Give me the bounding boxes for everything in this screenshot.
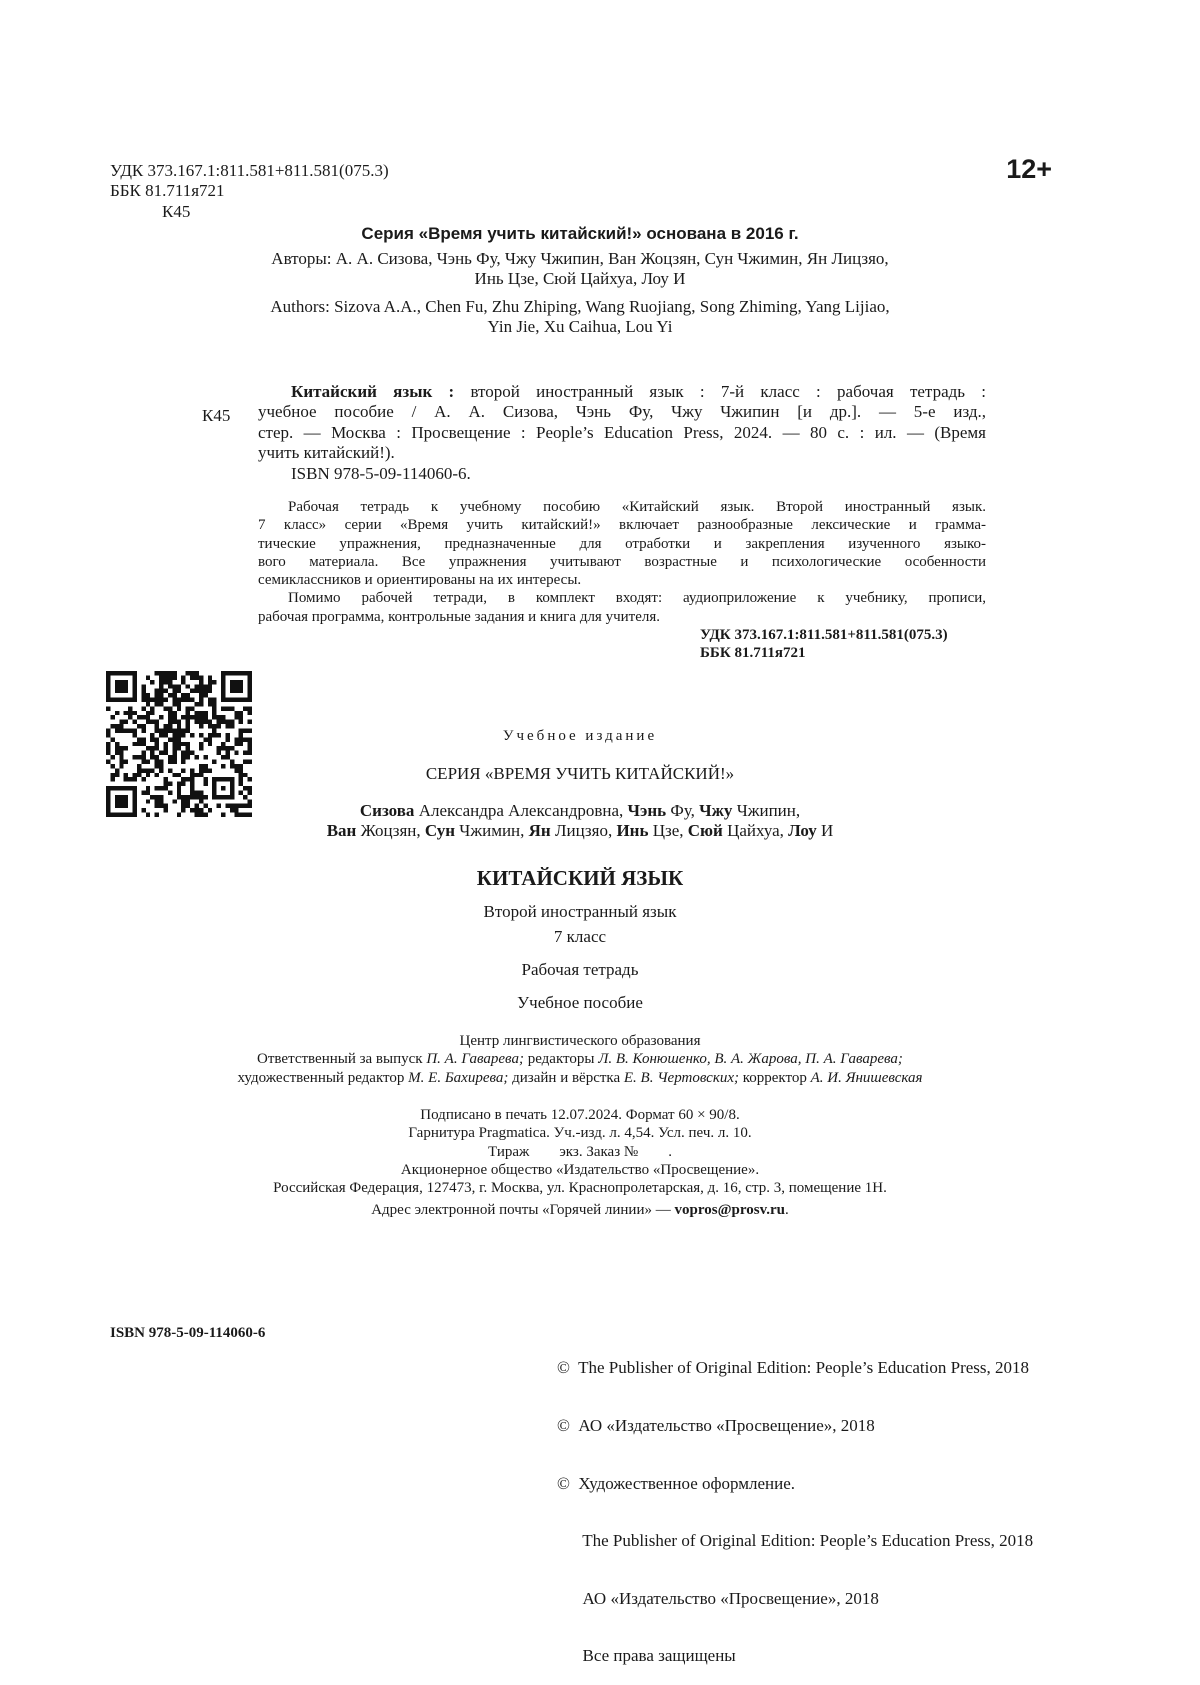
author-surname: Чжу: [699, 801, 733, 820]
annotation-line-4: вого материала. Все упражнения учитывают возрастные и психологические особенности: [258, 553, 986, 570]
biblio-side-code: К45: [202, 406, 231, 425]
credits-person: Е. В. Чертовских;: [623, 1069, 739, 1086]
print-address: Российская Федерация, 127473, г. Москва, ул. Краснопролетарская, д. 16, стр. 3, помещение 1Н.: [273, 1180, 887, 1197]
authors-full-line-1: [230, 801, 930, 821]
print-run: Тираж экз. Заказ № .: [488, 1143, 672, 1160]
author-name: И: [816, 821, 834, 841]
subtitle-language: Второй иностранный язык: [483, 902, 677, 921]
author-name: Цайхуа,: [722, 821, 789, 841]
authors-ru: [195, 249, 965, 290]
credits-person: П. А. Гаварева;: [426, 1051, 524, 1068]
author-name: Чжимин,: [455, 821, 529, 841]
udk-top: УДК 373.167.1:811.581+811.581(075.3): [110, 161, 389, 180]
qr-code-icon: [106, 671, 252, 817]
annotation-bbk: ББК 81.711я721: [700, 645, 806, 662]
credits-person: М. Е. Бахирева;: [408, 1069, 509, 1086]
credits-person: А. И. Янишевская: [810, 1069, 923, 1086]
copyright-line: The Publisher of Original Edition: People’s Education Press, 2018: [557, 1531, 1034, 1551]
print-email-label: Адрес электронной почты «Горячей линии» —: [371, 1202, 675, 1219]
subtitle-textbook: Учебное пособие: [517, 993, 643, 1012]
biblio-record: [258, 382, 986, 484]
annotation-line-3: тические упражнения, предназначенные для отработки и закрепления изученного языко-: [258, 535, 986, 552]
subtitle-grade: 7 класс: [553, 927, 607, 946]
credits-line-3: [150, 1069, 1010, 1087]
author-name: Александра Александровна,: [414, 801, 628, 820]
copyright-block: [557, 1320, 1077, 1685]
biblio-title: Китайский язык :: [291, 382, 455, 401]
author-name: Жоцзян,: [356, 821, 425, 841]
annotation: [258, 498, 986, 663]
biblio-line-4: учить китайский!).: [258, 443, 395, 463]
isbn-footer: ISBN 978-5-09-114060-6: [110, 1325, 266, 1341]
print-email: vopros@prosv.ru: [674, 1202, 786, 1219]
copyright-line: АО «Издательство «Просвещение», 2018: [557, 1588, 879, 1608]
age-rating: 12+: [1006, 154, 1052, 184]
credits-label: Ответственный за выпуск: [257, 1051, 427, 1068]
series-caps: СЕРИЯ «ВРЕМЯ УЧИТЬ КИТАЙСКИЙ!»: [425, 764, 735, 783]
authors-full: [230, 801, 930, 842]
print-details: [150, 1106, 1010, 1220]
author-name: Цзе,: [648, 821, 688, 841]
book-title: КИТАЙСКИЙ ЯЗЫК: [476, 866, 684, 890]
authors-en-line-1: Authors: Sizova A.A., Chen Fu, Zhu Zhiping, Wang Ruojiang, Song Zhiming, Yang Lijiao,: [270, 297, 890, 316]
author-surname: Сун: [424, 821, 456, 841]
author-name: Фу,: [666, 801, 700, 820]
copyright-line: © The Publisher of Original Edition: People’s Education Press, 2018: [557, 1358, 1030, 1378]
annotation-line-5: семиклассников и ориентированы на их интересы.: [258, 572, 582, 589]
copyright-line: © АО «Издательство «Просвещение», 2018: [557, 1416, 875, 1436]
subtitle-workbook: Рабочая тетрадь: [521, 960, 639, 979]
series-line: Серия «Время учить китайский!» основана в 2016 г.: [361, 224, 799, 243]
biblio-line-1: [258, 382, 986, 402]
author-surname: Сюй: [687, 821, 723, 841]
author-surname: Сизова: [359, 801, 415, 820]
credits-label: редакторы: [523, 1051, 599, 1068]
print-email-end: .: [785, 1202, 789, 1219]
credits-label: дизайн и вёрстка: [508, 1069, 624, 1086]
biblio-line-3: стер. — Москва : Просвещение : People’s Education Press, 2024. — 80 с. : ил. — (Время: [258, 422, 986, 442]
bbk-top: ББК 81.711я721: [110, 181, 225, 201]
authors-ru-line-2: Инь Цзе, Сюй Цайхуа, Лоу И: [474, 269, 686, 289]
author-name: Чжипин,: [732, 801, 801, 820]
annotation-line-2: 7 класс» серии «Время учить китайский!» включает разнообразные лексические и грамма-: [258, 517, 986, 534]
authors-ru-line-1: Авторы: А. А. Сизова, Чэнь Фу, Чжу Чжипин, Ван Жоцзян, Сун Чжимин, Ян Лицзяо,: [271, 249, 889, 268]
copyright-line: Все права защищены: [557, 1646, 736, 1666]
print-email-line: [150, 1201, 1010, 1219]
credits: [150, 1032, 1010, 1087]
author-surname: Лоу: [788, 821, 817, 841]
credits-line-2: [150, 1050, 1010, 1068]
credits-person: Л. В. Конюшенко, В. А. Жарова, П. А. Гаварева;: [598, 1051, 903, 1068]
code-top: К45: [162, 201, 191, 221]
biblio-line-1-rest: второй иностранный язык : 7-й класс : рабочая тетрадь :: [454, 382, 986, 401]
authors-en-line-2: Yin Jie, Xu Caihua, Lou Yi: [487, 317, 673, 337]
authors-en: [195, 297, 965, 338]
credits-label: художественный редактор: [237, 1069, 409, 1086]
author-surname: Инь: [616, 821, 649, 841]
qr-code-graphic: [106, 671, 252, 817]
biblio-line-2: учебное пособие / А. А. Сизова, Чэнь Фу, Чжу Чжипин [и др.]. — 5-е изд.,: [258, 402, 986, 422]
print-font: Гарнитура Pragmatica. Уч.-изд. л. 4,54. Усл. печ. л. 10.: [408, 1125, 752, 1142]
biblio-isbn: ISBN 978-5-09-114060-6.: [291, 463, 471, 483]
annotation-line-1: Рабочая тетрадь к учебному пособию «Китайский язык. Второй иностранный язык.: [288, 499, 986, 515]
annotation-line-6: Помимо рабочей тетради, в комплект входят: аудиоприложение к учебнику, прописи,: [288, 590, 986, 607]
credits-label: корректор: [738, 1069, 811, 1086]
copyright-line: © Художественное оформление.: [557, 1473, 796, 1493]
annotation-line-7: рабочая программа, контрольные задания и книга для учителя.: [258, 608, 661, 625]
author-surname: Чэнь: [627, 801, 667, 820]
credits-center: Центр лингвистического образования: [459, 1033, 701, 1049]
edition-type: Учебное издание: [502, 728, 658, 744]
author-surname: Ян: [528, 821, 551, 841]
classification-block: [110, 161, 389, 222]
author-name: Лицзяо,: [550, 821, 617, 841]
authors-full-line-2: [230, 821, 930, 841]
annotation-udk: УДК 373.167.1:811.581+811.581(075.3): [700, 627, 948, 644]
author-surname: Ван: [326, 821, 357, 841]
print-company: Акционерное общество «Издательство «Просвещение».: [400, 1161, 760, 1178]
print-signed: Подписано в печать 12.07.2024. Формат 60 × 90/8.: [420, 1107, 740, 1123]
